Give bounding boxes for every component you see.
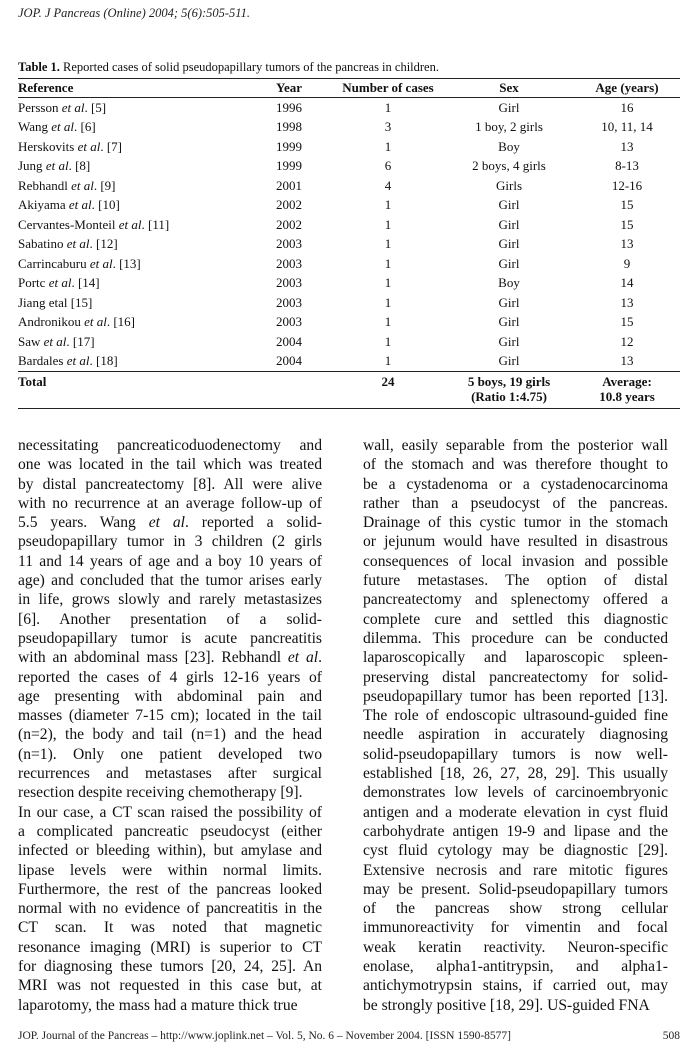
text-line: laparotomy, the mass had a mature thick true	[18, 996, 298, 1014]
table-row	[18, 274, 680, 294]
column-header-cases: Number of cases	[332, 79, 444, 98]
table-caption-label: Table 1.	[18, 60, 60, 74]
cell-reference	[18, 352, 246, 372]
reference-author: Jung	[18, 158, 43, 174]
cell-age: 13	[620, 138, 634, 154]
cell-reference	[18, 313, 246, 333]
cell-year: 2003	[276, 255, 302, 271]
text-line: by distal pancreatectomy [8]. All were alive	[18, 475, 322, 493]
text-line: weak keratin reactivity. Neuron-specific	[363, 938, 668, 956]
reference-author: Herskovits	[18, 138, 75, 154]
cell-sex: Girl	[498, 294, 520, 310]
reference-author: Portc	[18, 275, 46, 291]
reference-author: Cervantes-Monteil	[18, 216, 116, 232]
reference-citation: . [5]	[84, 99, 107, 115]
cell-reference	[18, 98, 246, 118]
cell-year: 2002	[276, 216, 302, 232]
cell-year: 1999	[276, 138, 302, 154]
reference-citation: . [6]	[74, 119, 96, 135]
text-line: in life, grows slowly and rarely metastasizes	[18, 591, 322, 609]
column-header-sex: Sex	[444, 79, 574, 98]
text-line: be strongly positive [18, 29]. US-guided FNA	[363, 996, 650, 1014]
total-cases: 24	[332, 372, 444, 409]
text-line: complete cure and settled this diagnostic	[363, 610, 668, 628]
text-line: Extensive necrosis and rare mitotic figures	[363, 861, 668, 879]
reference-author: Persson	[18, 99, 59, 115]
cell-cases: 1	[384, 216, 392, 232]
cell-year: 2003	[276, 275, 302, 291]
table-caption	[18, 60, 439, 75]
text-line: (n=2), the body and tail (n=1) and the head	[18, 726, 322, 744]
cell-sex: Boy	[498, 275, 520, 291]
reference-etal: et al	[86, 255, 113, 271]
text-line: carbohydrate antigen 19-9 and lipase and the	[363, 822, 668, 840]
reference-etal: et al	[58, 99, 85, 115]
text-line: solid-pseudopapillary tumors is now well-	[363, 745, 668, 763]
text-line: established [18, 26, 27, 28, 29]. This usually	[363, 765, 668, 783]
cell-sex: Girl	[498, 216, 520, 232]
cell-cases: 1	[384, 255, 392, 271]
text-line: 11 and 14 years of age and a boy 10 years of	[18, 552, 322, 570]
table-row	[18, 332, 680, 352]
cell-cases: 1	[384, 99, 392, 115]
reference-author: Carrincaburu	[18, 255, 87, 271]
reference-etal: et al	[67, 177, 94, 193]
text-line: cyst fluid cytology may be diagnostic [29].	[363, 842, 668, 860]
cell-reference	[18, 176, 246, 196]
cell-age: 10, 11, 14	[601, 119, 653, 135]
table-total-row	[18, 372, 680, 409]
body-text-left-column	[18, 436, 322, 1015]
cell-age: 8-13	[615, 158, 639, 174]
text-line: one was located in the tail which was treated	[18, 456, 322, 474]
cell-sex: Girl	[498, 255, 520, 271]
cell-sex: Girls	[496, 177, 522, 193]
table-row	[18, 157, 680, 177]
page-footer	[18, 1030, 680, 1042]
cell-reference	[18, 293, 246, 313]
cell-age: 15	[620, 314, 634, 330]
text-line: dilemma. This procedure can be conducted	[363, 629, 668, 647]
text-line: reported the cases of 4 girls 12-16 years of	[18, 668, 322, 686]
table-row	[18, 293, 680, 313]
text-line: Drainage of this cystic tumor in the stomach	[363, 514, 668, 532]
cell-year: 2003	[276, 236, 302, 252]
text-line: age) and concluded that the tumor arises early	[18, 572, 322, 590]
text-line: resection despite receiving chemotherapy [9].	[18, 784, 303, 802]
reference-author: Rebhandl	[18, 177, 68, 193]
cell-year: 2003	[276, 294, 302, 310]
cell-reference	[18, 254, 246, 274]
cell-reference	[18, 196, 246, 216]
text-line: laparoscopically and laparoscopic spleen-	[363, 649, 668, 667]
cell-sex: Girl	[444, 352, 574, 372]
cell-cases: 1	[332, 352, 444, 372]
text-line: MRI was not requested in this case but, at	[18, 977, 322, 995]
text-line: a complicated pancreatic pseudocyst (either	[18, 822, 322, 840]
text-line: pseudopapillary tumor in 3 children (2 girls	[18, 533, 322, 551]
text-line: (n=1). Only one patient developed two	[18, 745, 322, 763]
reference-etal: et al	[48, 119, 74, 135]
reference-citation: . [13]	[112, 255, 141, 271]
cell-year: 1996	[276, 99, 302, 115]
cell-year: 2004	[246, 352, 332, 372]
cell-cases: 1	[384, 236, 392, 252]
cell-cases: 1	[384, 275, 392, 291]
text-line: with an abdominal mass [23]. Rebhandl et al.	[18, 649, 322, 667]
cell-reference	[18, 137, 246, 157]
reference-citation: . [18]	[89, 353, 118, 369]
cell-year: 2004	[276, 333, 302, 349]
text-line: or jejunum would have resulted in disastrous	[363, 533, 668, 551]
reference-etal: et al	[40, 333, 67, 349]
reference-author: Akiyama	[18, 197, 66, 213]
table-row	[18, 118, 680, 138]
cell-year: 2001	[276, 177, 302, 193]
cell-sex: Girl	[498, 333, 520, 349]
table-row	[18, 352, 680, 372]
reference-etal: et al	[42, 158, 69, 174]
total-year	[246, 372, 332, 409]
table-caption-text: Reported cases of solid pseudopapillary tumors of the pancreas in children.	[63, 60, 439, 74]
text-line: In our case, a CT scan raised the possibility of	[18, 803, 322, 821]
cell-reference	[18, 157, 246, 177]
reference-citation: . [9]	[93, 177, 116, 193]
column-header-age: Age (years)	[574, 79, 680, 98]
reference-citation: . [17]	[66, 333, 95, 349]
text-line: antichymotrypsin stains, if carried out, may	[363, 977, 668, 995]
page-number: 508	[662, 1030, 680, 1042]
table-row	[18, 254, 680, 274]
text-line: of the pancreas show strong cellular	[363, 900, 668, 918]
reference-etal: et al	[65, 197, 92, 213]
reference-etal: et al	[63, 353, 90, 369]
table-row	[18, 313, 680, 333]
cell-year: 1998	[276, 119, 302, 135]
reference-etal: et al	[74, 138, 101, 154]
running-header: JOP. J Pancreas (Online) 2004; 5(6):505-511.	[18, 6, 251, 20]
text-line: masses (diameter 7-15 cm); located in the tail	[18, 707, 322, 725]
cell-age: 15	[620, 197, 634, 213]
text-line: recurrences and metastases after surgical	[18, 765, 322, 783]
cell-reference	[18, 235, 246, 255]
column-header-reference: Reference	[18, 79, 246, 98]
text-line: immunoreactivity for vimentin and focal	[363, 919, 668, 937]
cell-age: 12	[620, 333, 634, 349]
text-line: infected or bleeding within), but amylase and	[18, 842, 322, 860]
cell-cases: 1	[384, 294, 392, 310]
text-line: wall, easily separable from the posterior wall	[363, 437, 668, 454]
cell-cases: 4	[384, 177, 392, 193]
cell-sex: Girl	[498, 99, 520, 115]
text-line: The role of endoscopic ultrasound-guided fine	[363, 707, 668, 725]
reference-citation: . [12]	[89, 236, 118, 252]
reference-citation: . [11]	[141, 216, 170, 232]
cell-year: 2002	[276, 197, 302, 213]
table-row	[18, 137, 680, 157]
reference-etal: et al	[63, 236, 90, 252]
table-row	[18, 215, 680, 235]
cell-sex: Girl	[498, 197, 520, 213]
text-line: needle aspiration in accurately diagnosing	[363, 726, 668, 744]
cell-cases: 1	[384, 197, 392, 213]
text-line: be a cystadenoma or a cystadenocarcinoma	[363, 475, 668, 493]
reference-author: Wang	[18, 119, 48, 135]
text-line: Furthermore, the rest of the pancreas looked	[18, 880, 322, 898]
cell-year: 2003	[276, 314, 302, 330]
cell-age: 16	[620, 99, 634, 115]
text-line: rather than a pseudocyst of the pancreas.	[363, 494, 668, 512]
text-line: resonance imaging (MRI) is superior to CT	[18, 938, 322, 956]
text-line: of the stomach and was therefore thought to	[363, 456, 668, 474]
table-header-row	[18, 79, 680, 98]
cell-cases: 1	[384, 138, 392, 154]
reference-citation: . [10]	[91, 197, 120, 213]
text-line: necessitating pancreaticoduodenectomy and	[18, 437, 322, 454]
cell-cases: 1	[384, 333, 392, 349]
cell-age: 13	[574, 352, 680, 372]
text-line: pseudopapillary tumor is acute pancreatitis	[18, 629, 322, 647]
cell-age: 13	[620, 236, 634, 252]
text-line: consequences of local invasion and possible	[363, 552, 668, 570]
total-label: Total	[18, 372, 246, 409]
text-line: for diagnosing these tumors [20, 24, 25]. An	[18, 958, 322, 976]
table-body	[18, 98, 680, 372]
total-age-line2: 10.8 years	[599, 389, 655, 404]
cell-cases: 3	[384, 119, 392, 135]
text-line: normal with no evidence of pancreatitis in the	[18, 900, 322, 918]
total-sex-line1: 5 boys, 19 girls	[467, 374, 551, 389]
cell-sex: 1 boy, 2 girls	[475, 119, 543, 135]
text-line: with no recurrence at an average follow-up of	[18, 494, 322, 512]
total-age-line1: Average:	[602, 374, 652, 389]
table-row	[18, 235, 680, 255]
total-age	[574, 372, 680, 409]
cell-sex: 2 boys, 4 girls	[472, 158, 546, 174]
reference-author: Jiang etal [15]	[18, 294, 93, 310]
text-line: lipase levels were within normal limits.	[18, 861, 322, 879]
reference-citation: . [14]	[71, 275, 100, 291]
text-line: enolase, alpha1-antitrypsin, and alpha1-	[363, 958, 668, 976]
reference-etal: et al	[80, 314, 107, 330]
cell-sex: Boy	[498, 138, 520, 154]
reference-citation: . [16]	[106, 314, 136, 330]
table-row	[18, 196, 680, 216]
text-line: demonstrates low levels of carcinoembryonic	[363, 784, 668, 802]
cell-cases: 6	[384, 158, 392, 174]
text-line: future metastases. The option of distal	[363, 572, 668, 590]
cell-age: 15	[620, 216, 634, 232]
reference-author: Sabatino	[18, 236, 64, 252]
cell-age: 12-16	[611, 177, 643, 193]
total-sex	[444, 372, 574, 409]
cell-reference	[18, 274, 246, 294]
text-line: CT scan. It was noted that magnetic	[18, 919, 322, 937]
reference-etal: et al	[115, 216, 142, 232]
reference-author: Andronikou	[18, 314, 81, 330]
text-line: preserving distal pancreatectomy for solid-	[363, 668, 668, 686]
text-line: pancreatectomy and splenectomy offered a	[363, 591, 668, 609]
cell-sex: Girl	[498, 314, 520, 330]
reference-author: Bardales	[18, 353, 64, 369]
footer-journal-info: JOP. Journal of the Pancreas – http://www.joplink.net – Vol. 5, No. 6 – November 2004. [ISSN 1590-8577]	[18, 1030, 511, 1042]
reference-citation: . [8]	[68, 158, 91, 174]
cell-reference	[18, 332, 246, 352]
total-sex-line2: (Ratio 1:4.75)	[471, 389, 547, 404]
text-line: may be present. Solid-pseudopapillary tumors	[363, 880, 668, 898]
table-row	[18, 176, 680, 196]
text-line: 5.5 years. Wang et al. reported a solid-	[18, 514, 322, 532]
reference-author: Saw	[18, 333, 41, 349]
cell-sex: Girl	[498, 236, 520, 252]
body-text-right-column	[363, 436, 668, 1015]
text-line: [6]. Another presentation of a solid-	[18, 610, 322, 628]
reference-etal: et al	[45, 275, 72, 291]
cell-age: 13	[620, 294, 634, 310]
cell-reference	[18, 118, 246, 138]
cell-reference	[18, 215, 246, 235]
text-line: pseudopapillary tumor has been reported [13].	[363, 687, 668, 705]
text-line: antigen and a moderate elevation in cyst fluid	[363, 803, 668, 821]
cell-year: 1999	[276, 158, 302, 174]
column-header-year: Year	[246, 79, 332, 98]
reference-citation: . [7]	[100, 138, 123, 154]
text-line: age presenting with abdominal pain and	[18, 687, 322, 705]
cell-cases: 1	[384, 314, 392, 330]
cases-table	[18, 78, 680, 409]
cell-age: 14	[620, 275, 634, 291]
cell-age: 9	[623, 255, 631, 271]
table-row	[18, 98, 680, 118]
